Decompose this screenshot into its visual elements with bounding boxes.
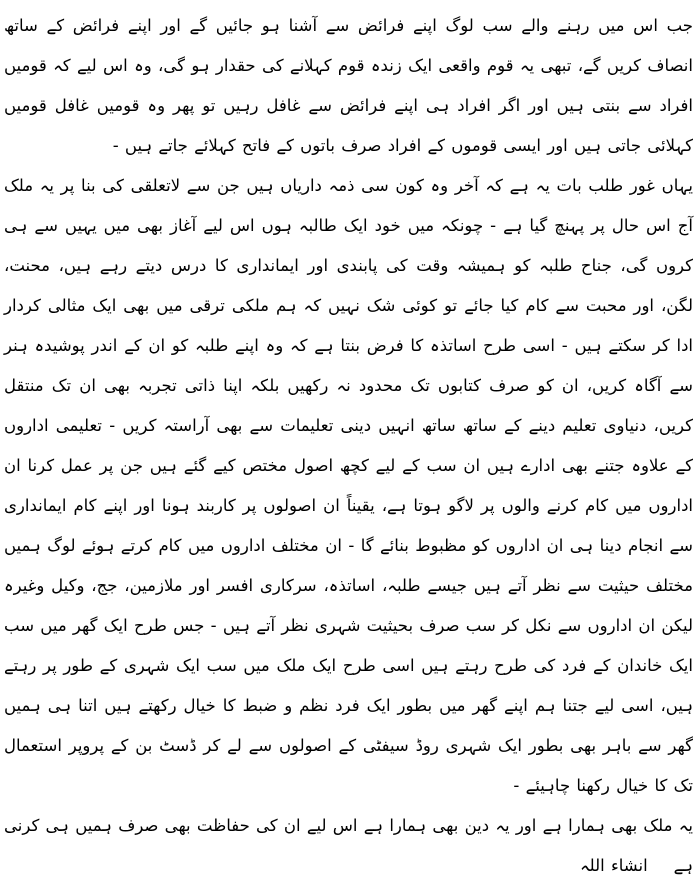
inshallah-phrase: انشاء اللہ <box>579 856 648 875</box>
paragraph-closing <box>4 806 693 886</box>
paragraph-duties-of-nation <box>4 6 693 166</box>
closing-text: یہ ملک بھی ہمارا ہے اور یہ دین بھی ہمارا ہے اس لیے ان کی حفاظت بھی صرف ہمیں ہی کرنی ہے <box>4 816 693 875</box>
paragraph-responsibilities <box>4 166 693 806</box>
paragraph-text: جب اس میں رہنے والے سب لوگ اپنے فرائض سے آشنا ہو جائیں گے اور اپنے فرائض کے ساتھ انصاف کریں گے، تبھی یہ قوم واقعی ایک زندہ قوم کہلانے کی حقدار ہو گی، وہ اس لیے کہ قومیں افراد سے بنتی ہیں اور اگر افراد ہی اپنے فرائض سے غافل رہیں تو پھر وہ قومیں غافل قومیں کہلائی جاتی ہیں اور ایسی قوموں کے افراد صرف باتوں کے فاتح کہلائے جاتے ہیں - <box>4 16 693 155</box>
paragraph-text: یہاں غور طلب بات یہ ہے کہ آخر وہ کون سی ذمہ داریاں ہیں جن سے لاتعلقی کی بنا پر یہ ملک آج اس حال پر پہنچ گیا ہے - چونکہ میں خود ایک طالبہ ہوں اس لیے آغاز بھی میں یہیں سے ہی کروں گی، جناح طلبہ کو ہمیشہ وقت کی پابندی اور ایمانداری کا درس دیتے رہے ہیں، محنت، لگن، اور محبت سے کام کیا جائے تو کوئی شک نہیں کہ ہم ملکی ترقی میں بھی ایک مثالی کردار ادا کر سکتے ہیں - اسی طرح اساتذہ کا فرض بنتا ہے کہ وہ اپنے طلبہ کو ان کے اندر پوشیدہ ہنر سے آگاہ کریں، ان کو صرف کتابوں تک محدود نہ رکھیں بلکہ اپنا ذاتی تجربہ بھی ان تک منتقل کریں، دنیاوی تعلیم دینے کے ساتھ ساتھ انہیں دینی تعلیمات سے بھی آراستہ کریں - تعلیمی اداروں کے علاوہ جتنے بھی ادارے ہیں ان سب کے لیے کچھ اصول مختص کیے گئے ہیں جن پر عمل کرنا ان اداروں میں کام کرنے والوں پر لاگو ہوتا ہے، یقیناً ان اصولوں پر کاربند ہونا اور اپنے کام ایمانداری سے انجام دینا ہی ان اداروں کو مظبوط بنائے گا - ان مختلف اداروں میں کام کرتے ہوئے لوگ ہمیں مختلف حیثیت سے نظر آتے ہیں جیسے طلبہ، اساتذہ، سرکاری افسر اور ملازمین، جج، وکیل وغیرہ لیکن ان اداروں سے نکل کر سب صرف بحیثیت شہری نظر آتے ہیں - جس طرح ایک گھر میں سب ایک خاندان کے فرد کی طرح رہتے ہیں اسی طرح ایک ملک میں سب ایک شہری کے طور پر رہتے ہیں، اسی لیے جتنا ہم اپنے گھر میں بطور ایک فرد نظم و ضبط کا خیال رکھتے ہیں اتنا ہی ہمیں گھر سے باہر بھی بطور ایک شہری روڈ سیفٹی کے اصولوں سے لے کر ڈسٹ بن کے پروپر استعمال تک کا خیال رکھنا چاہیئے - <box>4 176 693 795</box>
